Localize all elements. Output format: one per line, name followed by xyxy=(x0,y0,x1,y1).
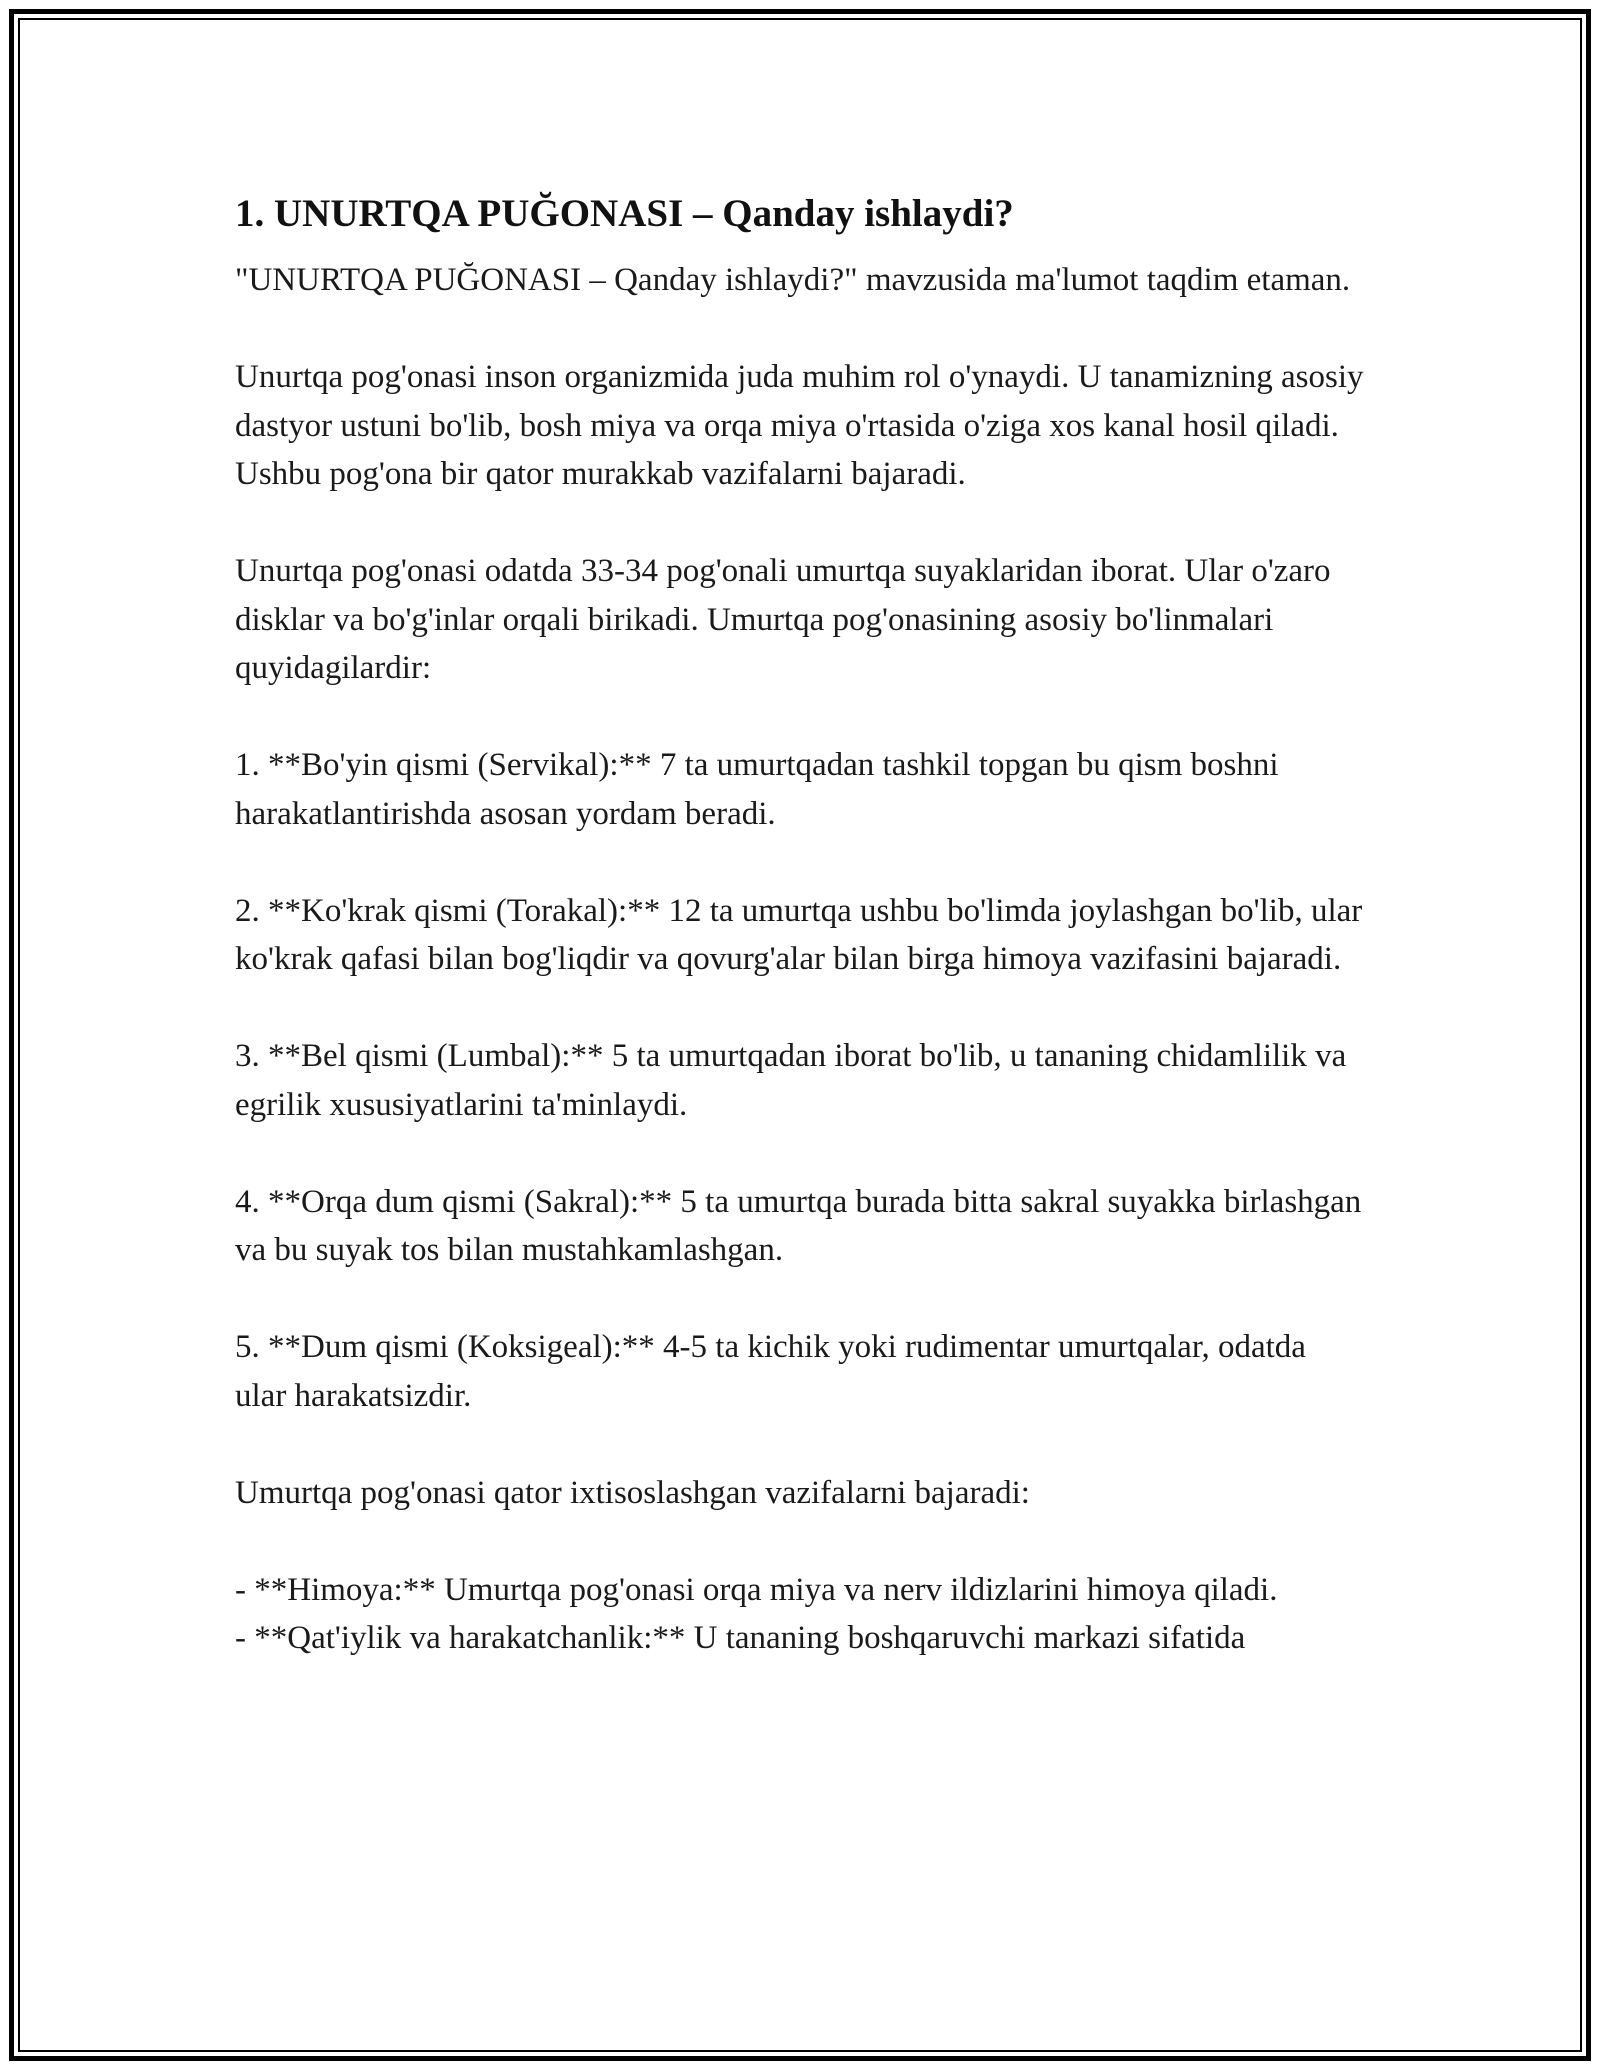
paragraph-gap xyxy=(235,838,1365,887)
section-item-sacral: 4. **Orqa dum qismi (Sakral):** 5 ta umurtqa burada bitta sakral suyakka birlashgan va bu suyak tos bilan mustahkamlashgan. xyxy=(235,1183,1370,1268)
paragraph-role: Unurtqa pog'onasi inson organizmida juda muhim rol o'ynaydi. U tanamizning asosiy dastyor ustuni bo'lib, bosh miya va orqa miya o'rtasida o'ziga xos kanal hosil qiladi. Ushbu pog'ona bir qator murakkab vazifalarni bajaradi. xyxy=(235,359,1372,492)
paragraph-gap xyxy=(235,693,1365,742)
paragraph-gap xyxy=(235,984,1365,1033)
function-item-protection: - **Himoya:** Umurtqa pog'onasi orqa miya va nerv ildizlarini himoya qiladi. xyxy=(235,1571,1278,1608)
paragraph-structure: Unurtqa pog'onasi odatda 33-34 pog'onali umurtqa suyaklaridan iborat. Ular o'zaro disklar va bo'g'inlar orqali birikadi. Umurtqa pog'onasining asosiy bo'linmalari quyidagilardir: xyxy=(235,553,1339,686)
section-item-coccygeal: 5. **Dum qismi (Koksigeal):** 4-5 ta kichik yoki rudimentar umurtqalar, odatda ular harakatsizdir. xyxy=(235,1329,1315,1414)
paragraph-gap xyxy=(235,1420,1365,1469)
functions-intro: Umurtqa pog'onasi qator ixtisoslashgan vazifalarni bajaradi: xyxy=(235,1474,1030,1511)
paragraph-gap xyxy=(235,1275,1365,1324)
document-title: 1. UNURTQA PUĞONASI – Qanday ishlaydi? xyxy=(235,192,1014,235)
paragraph-gap xyxy=(235,1129,1365,1178)
section-item-lumbar: 3. **Bel qismi (Lumbal):** 5 ta umurtqadan iborat bo'lib, u tananing chidamlilik va egrilik xususiyatlarini ta'minlaydi. xyxy=(235,1038,1355,1123)
function-item-stability: - **Qat'iylik va harakatchanlik:** U tananing boshqaruvchi markazi sifatida xyxy=(235,1620,1246,1656)
section-item-cervical: 1. **Bo'yin qismi (Servikal):** 7 ta umurtqadan tashkil topgan bu qism boshni harakatlantirishda asosan yordam beradi. xyxy=(235,747,1287,832)
paragraph-gap xyxy=(235,499,1365,548)
paragraph-gap xyxy=(235,1517,1365,1566)
paragraph-gap xyxy=(235,305,1365,354)
intro-paragraph: "UNURTQA PUĞONASI – Qanday ishlaydi?" mavzusida ma'lumot taqdim etaman. xyxy=(235,262,1351,298)
section-item-thoracic: 2. **Ko'krak qismi (Torakal):** 12 ta umurtqa ushbu bo'limda joylashgan bo'lib, ular ko'krak qafasi bilan bog'liqdir va qovurg'alar bilan birga himoya vazifasini bajaradi. xyxy=(235,892,1371,977)
document-body xyxy=(235,186,1372,1663)
